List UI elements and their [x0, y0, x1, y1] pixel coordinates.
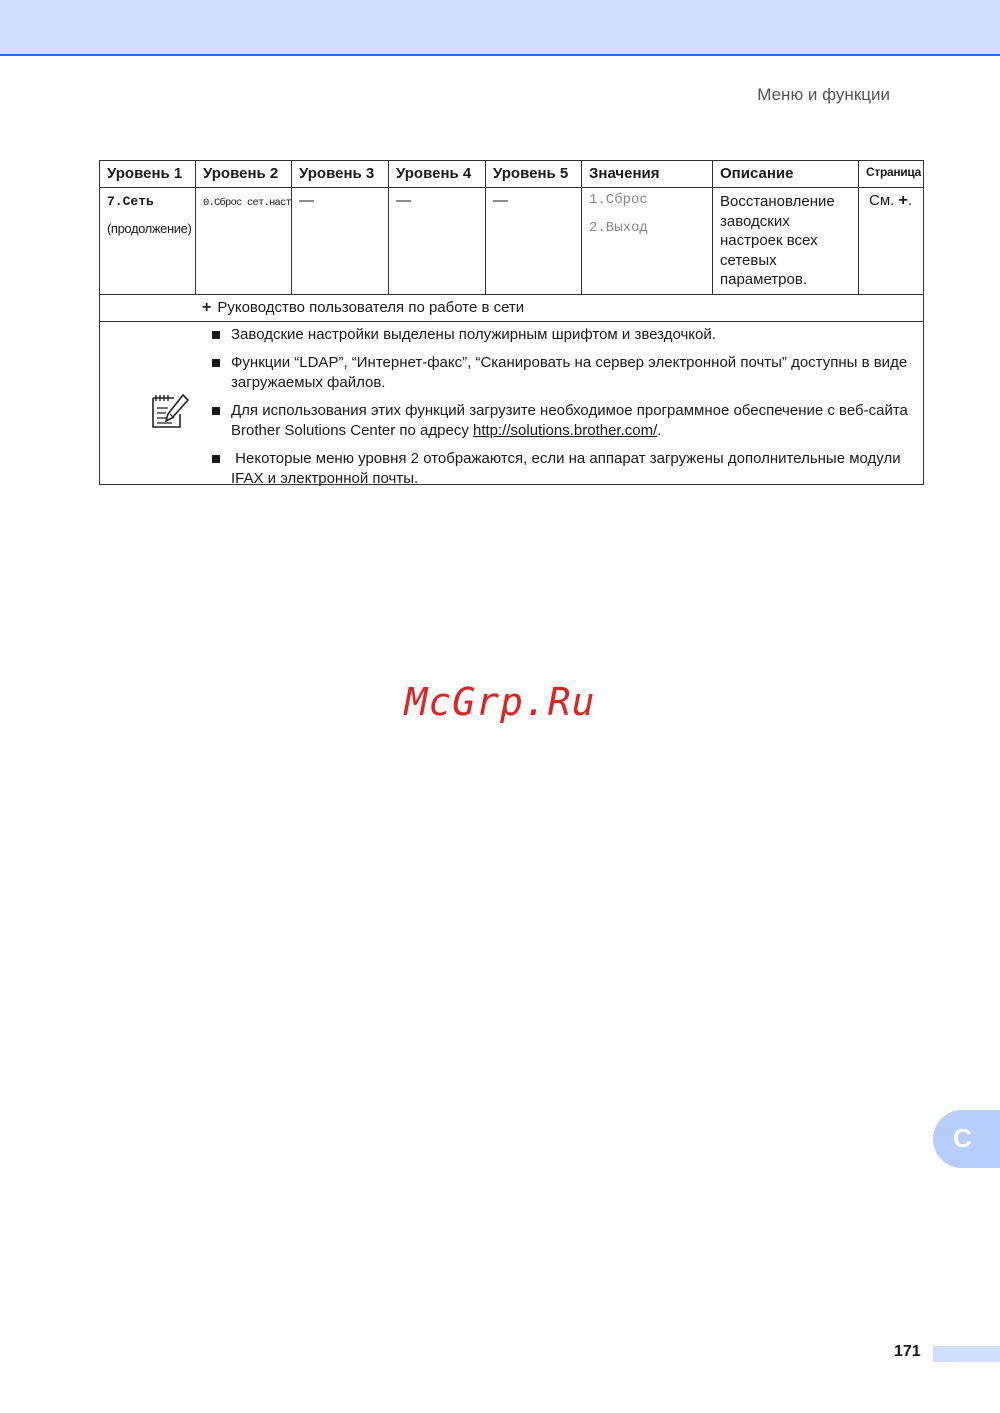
reference-cell [100, 294, 924, 321]
list-item: Некоторые меню уровня 2 отображаются, если на аппарат загружены дополнительные модули IFAX и электронной почты. [212, 449, 915, 488]
level1-continued: (продолжение) [107, 221, 192, 236]
page-number: 171 [894, 1343, 921, 1360]
reference-text: Руководство пользователя по работе в сети [217, 298, 525, 316]
table-row [100, 188, 924, 295]
column-header: Страница [859, 161, 924, 188]
chapter-letter: C [953, 1123, 972, 1153]
level1-label: 7.Сеть [107, 194, 154, 209]
page-ref-prefix: См. [869, 192, 899, 209]
note-text: Для использования этих функций загрузите необходимое программное обеспечение с веб-сайта Brother Solutions Center по адресу [231, 402, 908, 439]
description-cell: Восстановление заводских настроек всех сетевых параметров. [713, 188, 859, 295]
values-cell [582, 188, 713, 295]
note-pencil-icon [150, 392, 190, 430]
column-header: Уровень 4 [389, 161, 486, 188]
note-cell [100, 321, 924, 487]
reference-row [100, 294, 924, 321]
column-header: Уровень 1 [100, 161, 196, 188]
column-header: Уровень 5 [486, 161, 582, 188]
page-cell [859, 188, 924, 295]
note-list [212, 325, 915, 498]
level2-label: 0.Сброс сет.наст [203, 197, 292, 209]
column-header: Уровень 2 [196, 161, 292, 188]
plus-icon: + [202, 298, 212, 316]
note-row [100, 321, 924, 484]
list-item: Функции “LDAP”, “Интернет-факс”, “Сканировать на сервер электронной почты” доступны в виде загружаемых файлов. [212, 353, 915, 392]
value-option: 2.Выход [589, 220, 648, 236]
running-header: Меню и функции [757, 85, 890, 104]
footer-band [933, 1346, 1000, 1362]
column-header: Значения [582, 161, 713, 188]
table-header-row [100, 161, 924, 188]
menu-table [99, 160, 924, 485]
page-ref-suffix: . [907, 192, 912, 209]
chapter-tab [933, 1110, 1000, 1168]
solutions-link[interactable]: http://solutions.brother.com/ [473, 421, 658, 439]
value-option: 1.Сброс [589, 192, 648, 208]
column-header: Уровень 3 [292, 161, 389, 188]
level1-cell [100, 188, 196, 295]
level5-cell: — [486, 188, 582, 295]
plus-icon: + [898, 192, 908, 209]
level4-cell: — [389, 188, 486, 295]
list-item: Заводские настройки выделены полужирным шрифтом и звездочкой. [212, 325, 915, 345]
watermark: McGrp.Ru [404, 680, 596, 724]
column-header: Описание [713, 161, 859, 188]
note-text-end: . [657, 421, 662, 439]
level3-cell: — [292, 188, 389, 295]
level2-cell [196, 188, 292, 295]
list-item [212, 401, 915, 440]
header-band [0, 0, 1000, 56]
